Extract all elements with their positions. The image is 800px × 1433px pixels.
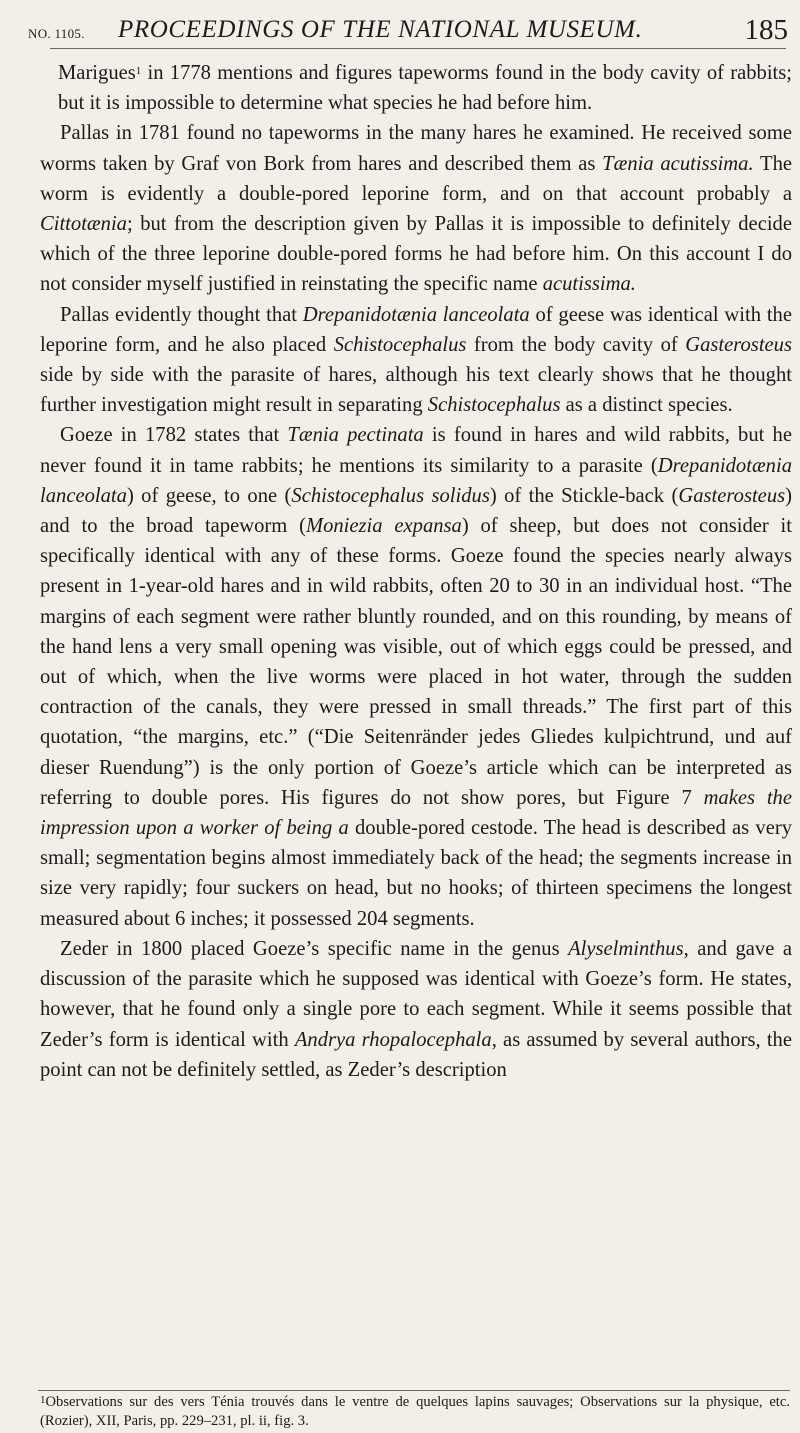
running-header: [28, 8, 788, 44]
text-run: is found in hares and wild rabbits, but he never found it in tame rabbits; he mentions its similarity to a parasite (: [40, 424, 792, 477]
text-run: as a distinct species.: [560, 394, 733, 417]
italic-run: Drepanidotænia lanceolata: [302, 303, 530, 326]
footnote-rule: [38, 1390, 790, 1391]
italic-run: Schistocephalus: [427, 394, 561, 417]
italic-run: Tænia acutissima.: [602, 152, 754, 175]
italic-run: Andrya rhopalocephala: [294, 1028, 492, 1051]
text-run: ) of geese, to one (: [126, 484, 292, 507]
paragraph: [40, 58, 792, 118]
text-run: Pallas evidently thought that: [60, 303, 303, 326]
paragraph: [40, 934, 792, 1085]
text-run: ; but from the description given by Pallas it is impossible to definitely decide which of the three leporine double-pored forms he had before him. On this account I do not consider myself justified in reinstating the specific name: [40, 213, 792, 296]
footnote: [40, 1393, 790, 1431]
body-text: [40, 58, 792, 1085]
text-run: ) of the Stickle-back (: [489, 484, 679, 507]
journal-title: PROCEEDINGS OF THE NATIONAL MUSEUM.: [118, 16, 643, 43]
italic-run: Drepanidotænia lanceolata: [40, 454, 792, 507]
page-number: 185: [744, 14, 788, 46]
text-run: The worm is evidently a double-pored leporine form, and on that account probably a: [40, 152, 793, 205]
text-run: Observations sur des vers Ténia trouvés dans le ventre de quelques lapins sauvages; Observations sur la physique, etc. (Rozier), XII, Paris, pp. 229–231, pl. ii, fig. 3.: [40, 1394, 790, 1429]
italic-run: acutissima.: [542, 273, 636, 296]
paragraph: [40, 420, 792, 933]
italic-run: makes the impression upon a worker of being a: [40, 786, 792, 840]
paragraph: [40, 300, 792, 421]
text-run: Zeder in 1800 placed Goeze’s specific name in the genus: [60, 937, 569, 960]
text-run: , as assumed by several authors, the point can not be definitely settled, as Zeder’s description: [40, 1028, 792, 1081]
italic-run: Tænia pectinata: [287, 424, 424, 447]
text-run: in 1778 mentions and figures tapeworms found in the body cavity of rabbits; but it is impossible to determine what species he had before him.: [58, 62, 792, 115]
text-run: from the body cavity of: [466, 333, 686, 356]
text-run: side by side with the parasite of hares, although his text clearly shows that he thought further investigation might result in separating: [40, 364, 792, 417]
header-rule: [50, 48, 786, 49]
text-run: Goeze in 1782 states that: [60, 424, 288, 447]
italic-run: Gasterosteus: [685, 333, 792, 356]
text-run: Marigues: [58, 62, 136, 84]
text-run: double-pored cestode. The head is described as very small; segmentation begins almost immediately back of the head; the segments increase in size very rapidly; four suckers on head, but no hooks; of thirteen specimens the longest measured about 6 inches; it possessed 204 segments.: [40, 817, 792, 930]
text-run: Pallas in 1781 found no tapeworms in the many hares he examined. He received some worms taken by Graf von Bork from hares and described them as: [40, 122, 792, 175]
text-run: , and gave a discussion of the parasite which he supposed was identical with Goeze’s form. He states, however, that he found only a single pore to each segment. While it seems possible that Zeder’s form is identical with: [40, 937, 793, 1051]
footnote-marker: 1: [135, 65, 142, 77]
paragraph: [40, 118, 792, 299]
footnote-marker: 1: [40, 1394, 46, 1406]
italic-run: Schistocephalus: [333, 333, 467, 356]
italic-run: Gasterosteus: [678, 484, 786, 507]
text-run: ) and to the broad tapeworm (: [40, 484, 792, 538]
italic-run: Alyselminthus: [568, 937, 684, 960]
issue-number: NO. 1105.: [28, 26, 85, 41]
italic-run: Cittotænia: [40, 213, 127, 236]
italic-run: Moniezia expansa: [305, 515, 462, 538]
text-run: of geese was identical with the leporine form, and he also placed: [40, 303, 792, 356]
text-run: ) of sheep, but does not consider it specifically identical with any of these forms. Goeze found the species nearly always present in 1-year-old hares and in wild rabbits, often 20 to 30 in an individual host. “The margins of each segment were rather bluntly rounded, and on this rounding, by means of the hand lens a very small opening was visible, out of which eggs could be pressed, and out of which, when the live worms were placed in hot water, through the sudden contraction of the canals, they were pressed in small threads.” The first part of this quotation, “the margins, etc.” (“Die Seitenränder jedes Gliedes kulpichtrund, und auf dieser Ruendung”) is the only portion of Goeze’s article which can be interpreted as referring to double pores. His figures do not show pores, but Figure 7: [40, 515, 792, 809]
italic-run: Schistocephalus solidus: [291, 484, 490, 507]
